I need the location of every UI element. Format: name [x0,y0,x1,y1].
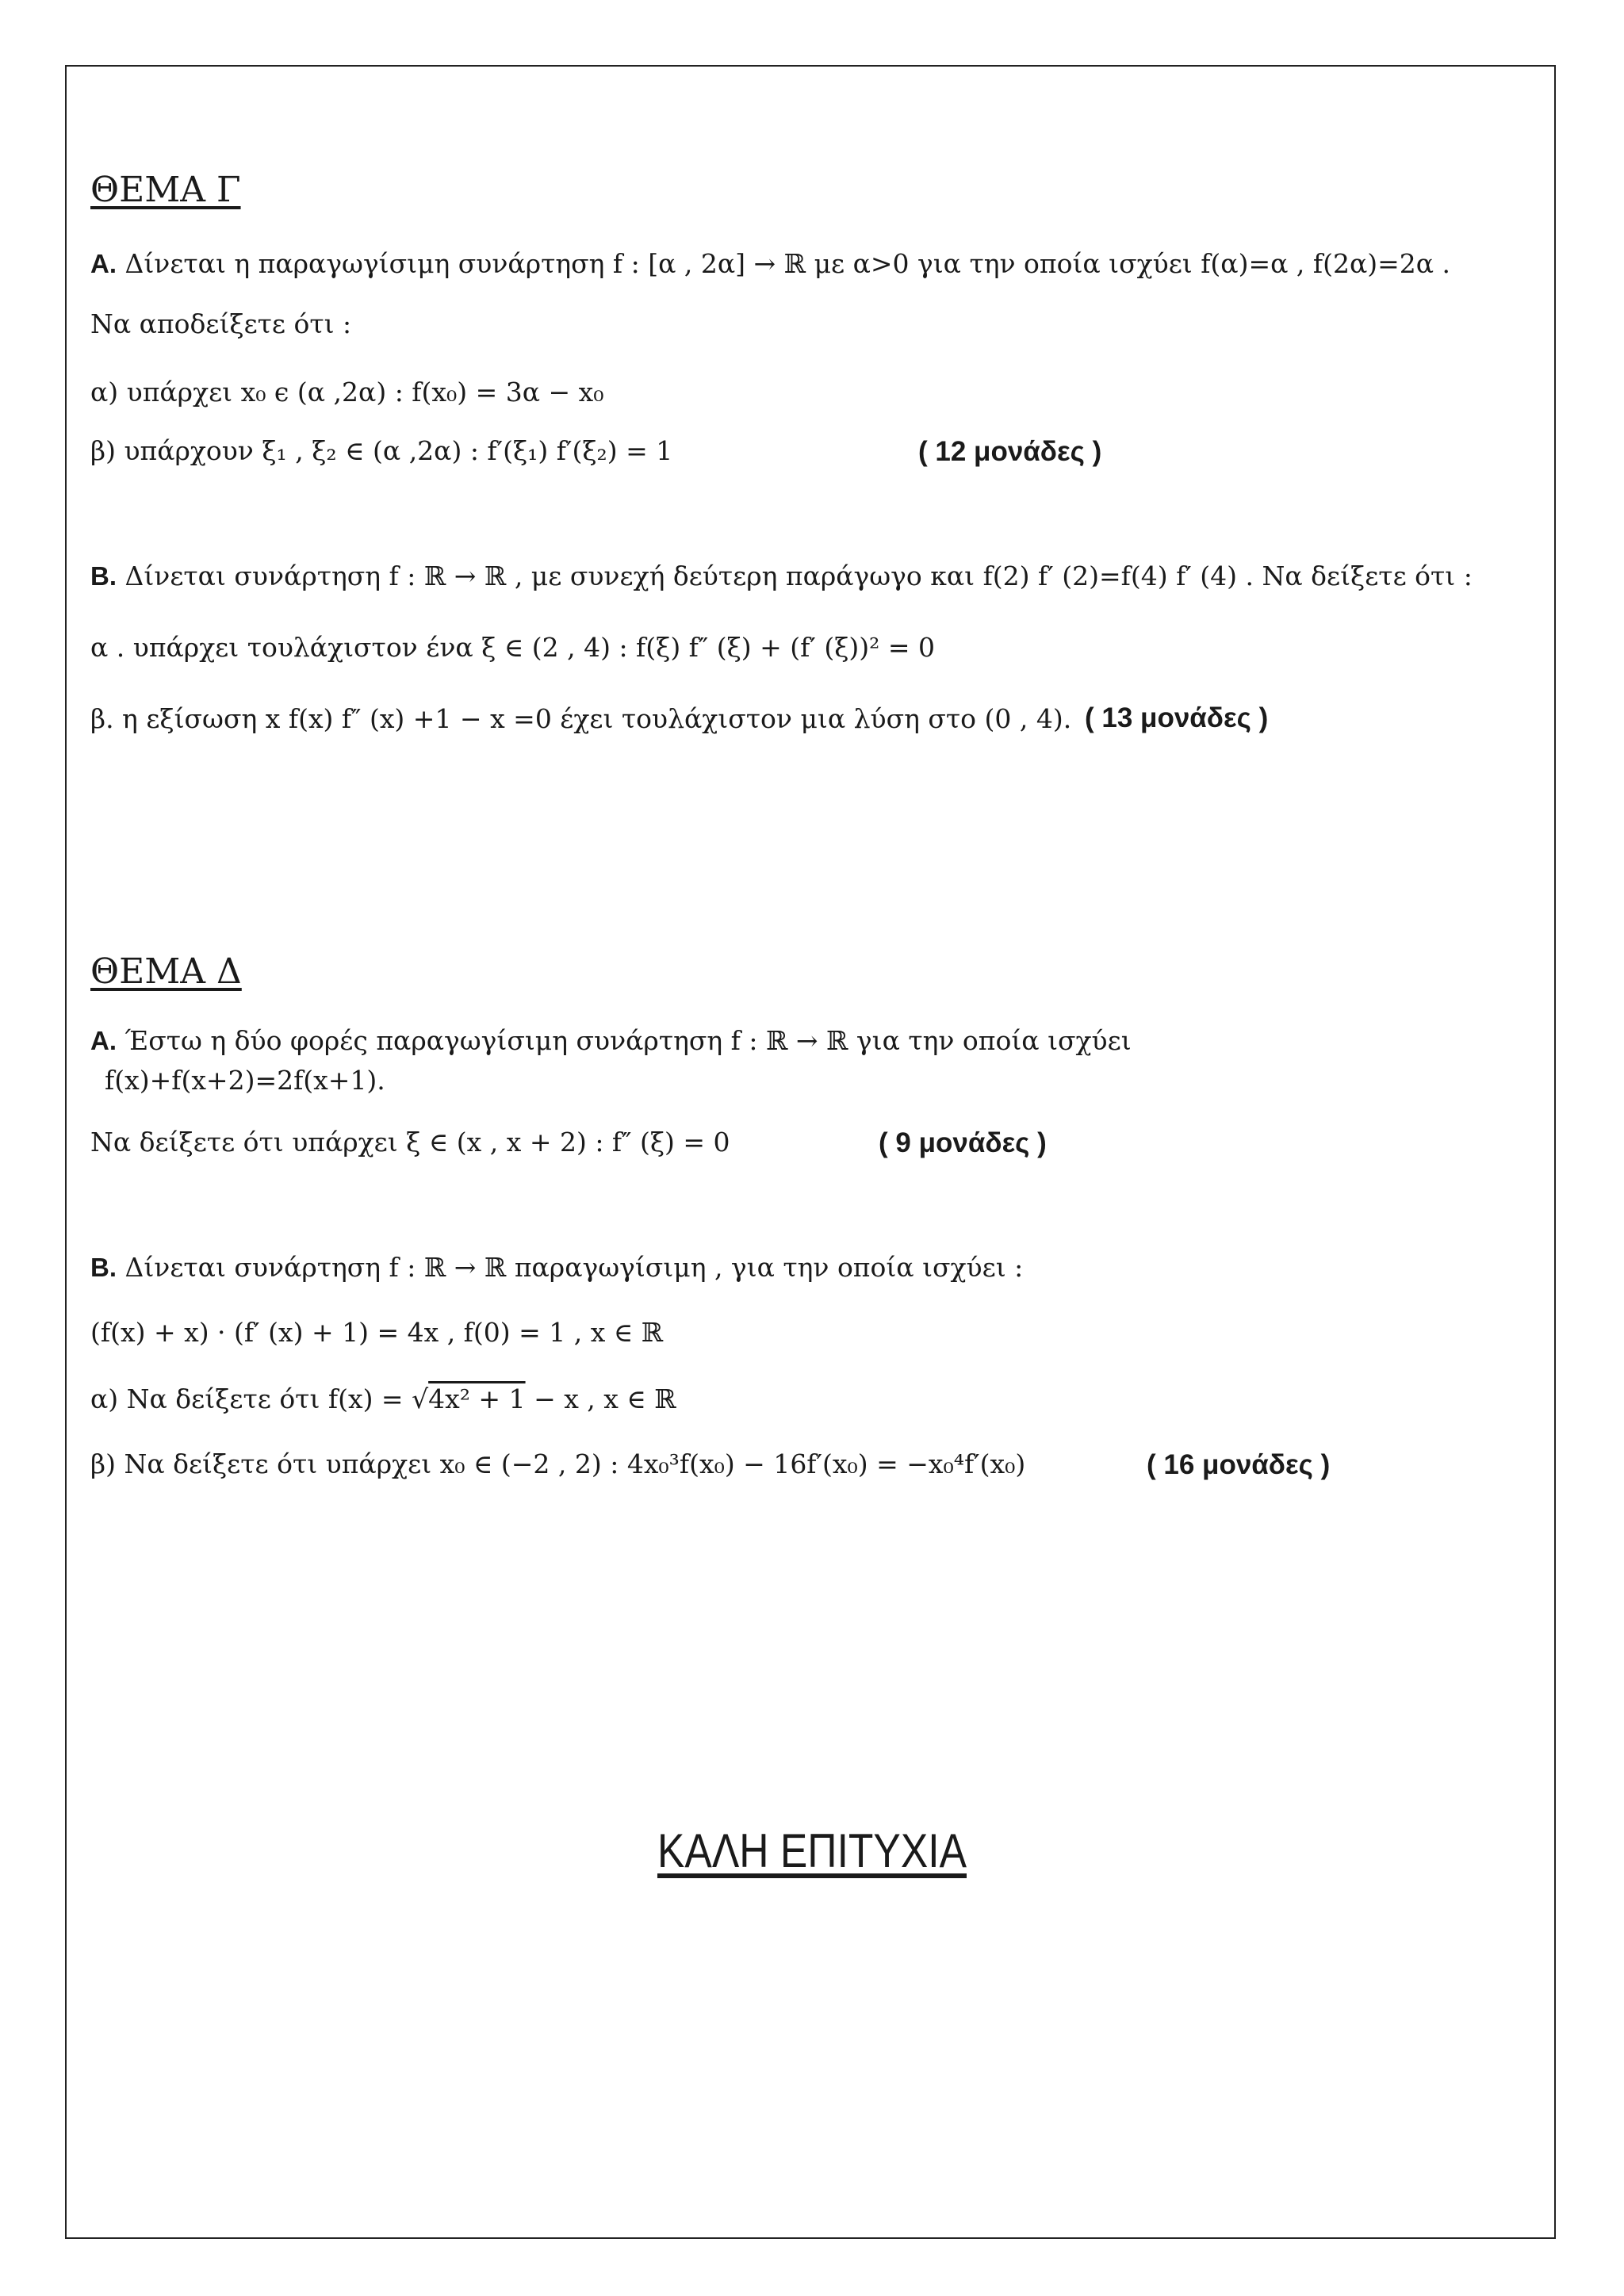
item-d-b-alpha [90,1383,676,1414]
problem-d-a [90,1027,1132,1054]
radicand: 4x² + 1 [428,1383,526,1414]
text-g-a: Δίνεται η παραγωγίσιμη συνάρτηση f : [α , 2α] → ℝ με α>0 για την οποία ισχύει f(α)=α , f(2α)=2α . [124,248,1451,279]
sqrt-icon: √ [412,1383,429,1414]
equation-d-a: f(x)+f(x+2)=2f(x+1). [105,1065,385,1096]
section-title-d: ΘΕΜΑ Δ [90,951,242,992]
text-d-a: Έστω η δύο φορές παραγωγίσιμη συνάρτηση f : ℝ → ℝ για την οποία ισχύει [124,1025,1132,1056]
item-g-alpha: α) υπάρχει x₀ ϵ (α ,2α) : f(x₀) = 3α − x₀ [90,377,604,408]
text-g-b: Δίνεται συνάρτηση f : ℝ → ℝ , με συνεχή δεύτερη παράγωγο και f(2) f′ (2)=f(4) f′ (4) . Να δείξετε ότι : [124,561,1473,591]
item-g-b-beta: β. η εξίσωση x f(x) f″ (x) +1 − x =0 έχει τουλάχιστον μια λύση στο (0 , 4). [90,703,1072,734]
label-d-a: Α. [90,1026,117,1055]
text-d-b: Δίνεται συνάρτηση f : ℝ → ℝ παραγωγίσιμη , για την οποία ισχύει : [124,1252,1024,1283]
section-title-g: ΘΕΜΑ Γ [90,170,241,210]
problem-g-b [90,563,1473,589]
problem-d-b [90,1252,1024,1283]
text-d-b-alpha-pre: α) Να δείξετε ότι f(x) = [90,1383,412,1414]
footer-good-luck: ΚΑΛΗ ΕΠΙΤΥΧΙΑ [657,1824,967,1877]
label-g-b: Β. [90,561,117,591]
item-g-b-alpha: α . υπάρχει τουλάχιστον ένα ξ ∈ (2 , 4) : f(ξ) f″ (ξ) + (f′ (ξ))² = 0 [90,632,935,663]
label-g-a: Α. [90,249,117,278]
marks-g-a: ( 12 μονάδες ) [918,436,1102,467]
item-d-b-beta: β) Να δείξετε ότι υπάρχει x₀ ∈ (−2 , 2) : 4x₀³f(x₀) − 16f′(x₀) = −x₀⁴f′(x₀) [90,1448,1026,1479]
prove-g: Να αποδείξετε ότι : [90,308,352,339]
marks-d-a: ( 9 μονάδες ) [879,1127,1047,1158]
equation-d-b: (f(x) + x) · (f′ (x) + 1) = 4x , f(0) = 1 , x ∈ ℝ [90,1317,664,1348]
problem-g-a [90,248,1451,279]
marks-d-b: ( 16 μονάδες ) [1147,1449,1331,1480]
label-d-b: Β. [90,1253,117,1282]
item-g-beta: β) υπάρχουν ξ₁ , ξ₂ ∈ (α ,2α) : f′(ξ₁) f′(ξ₂) = 1 [90,435,673,466]
text-d-b-alpha-post: − x , x ∈ ℝ [525,1383,676,1414]
marks-g-b: ( 13 μονάδες ) [1085,702,1269,733]
prove-d-a: Να δείξετε ότι υπάρχει ξ ∈ (x , x + 2) : f″ (ξ) = 0 [90,1127,730,1158]
